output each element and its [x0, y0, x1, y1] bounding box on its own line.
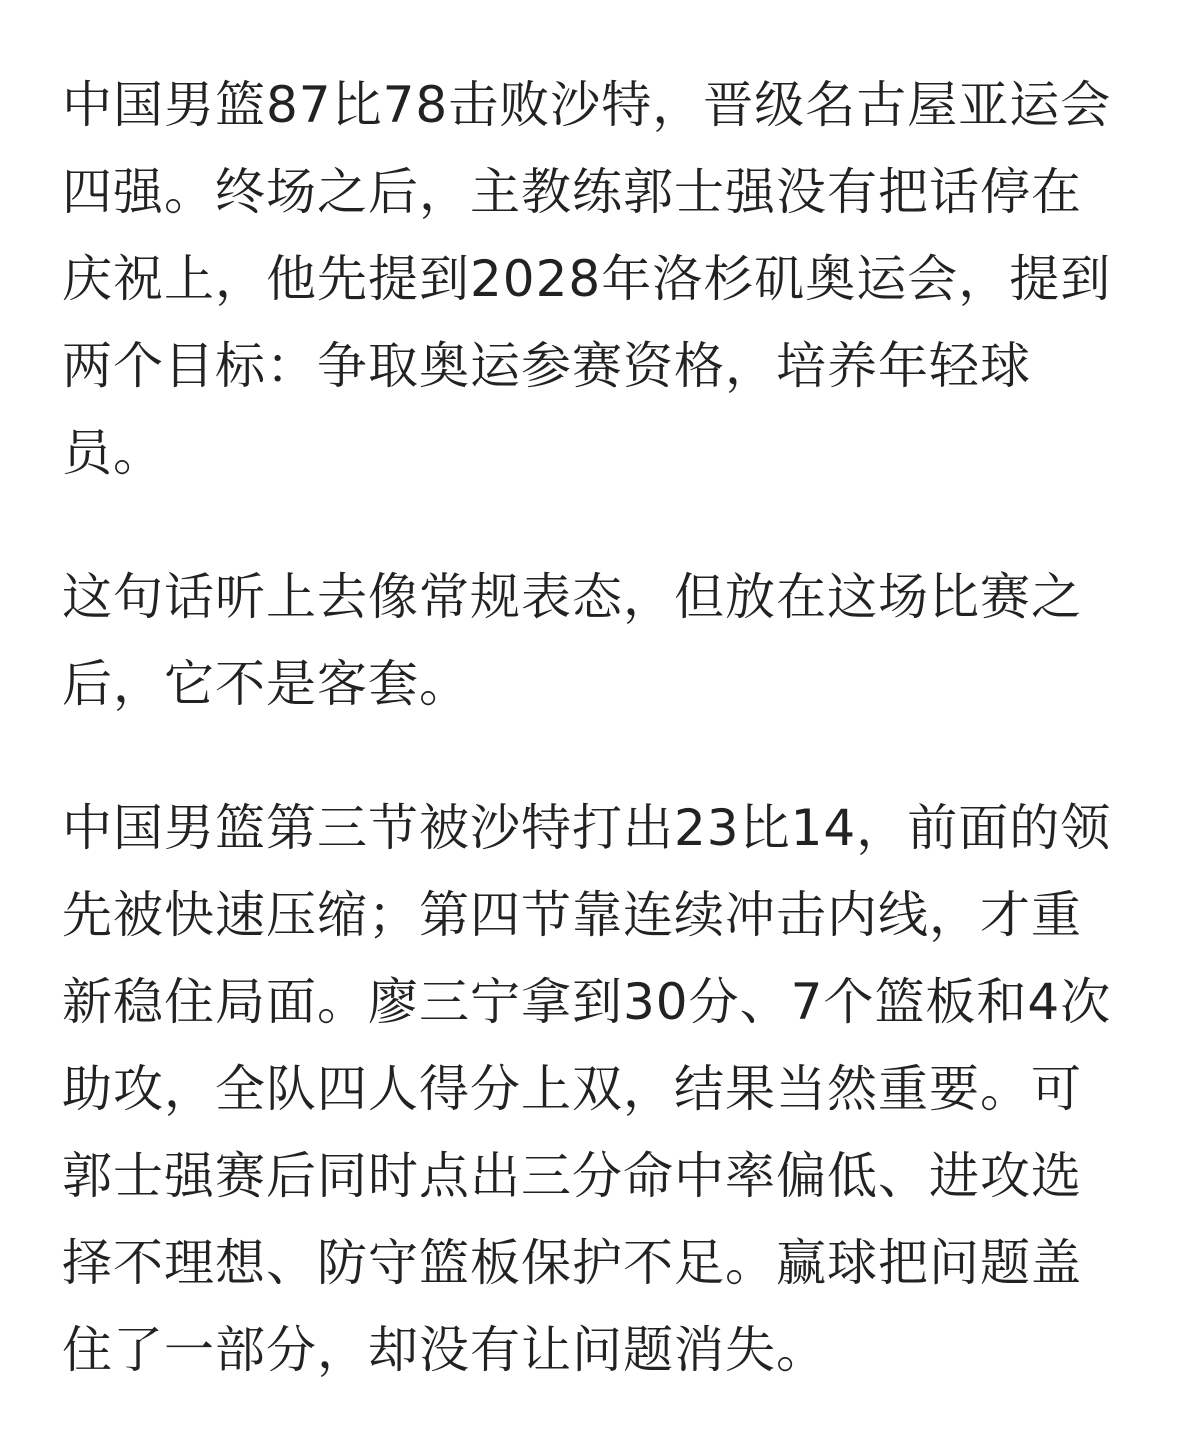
paragraph-1: 中国男篮87比78击败沙特，晋级名古屋亚运会四强。终场之后，主教练郭士强没有把话停在庆祝上，他先提到2028年洛杉矶奥运会，提到两个目标：争取奥运参赛资格，培养年轻球员。 — [62, 76, 1112, 482]
paragraph-2: 这句话听上去像常规表态，但放在这场比赛之后，它不是客套。 — [62, 568, 1082, 713]
article-body — [62, 62, 1122, 1394]
paragraph-3: 中国男篮第三节被沙特打出23比14，前面的领先被快速压缩；第四节靠连续冲击内线，才重新稳住局面。廖三宁拿到30分、7个篮板和4次助攻，全队四人得分上双，结果当然重要。可郭士强赛后同时点出三分命中率偏低、进攻选择不理想、防守篮板保护不足。赢球把问题盖住了一部分，却没有让问题消失。 — [62, 799, 1112, 1379]
